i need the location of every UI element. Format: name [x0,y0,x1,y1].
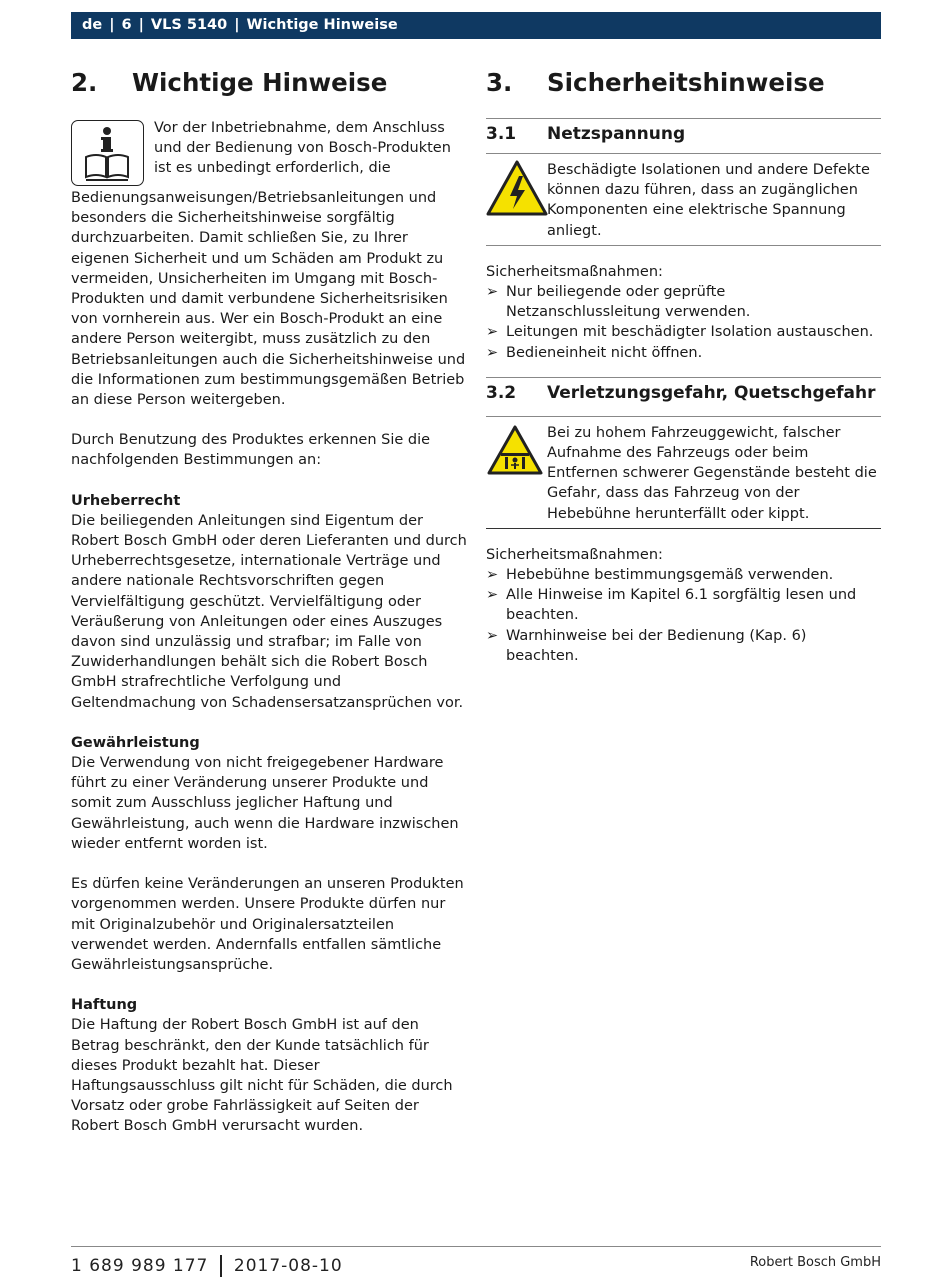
section-3-heading [486,66,881,100]
header-section: Wichtige Hinweise [246,17,398,33]
section-3-1-number: 3.1 [486,124,517,144]
arrow-bullet-icon: ➢ [486,344,499,361]
section-3-2-heading [486,378,881,408]
left-column [71,66,467,1137]
warranty-paragraph-2: Es dürfen keine Veränderungen an unseren Produkten vorgenommen werden. Unsere Produkte dürfen nur mit Originalzubehör und Originalersatzteilen verwendet werden. Andernfalls entfallen sämtliche Gewährleistungsansprüche. [71,876,464,973]
footer-doc-info [71,1255,343,1277]
arrow-bullet-icon: ➢ [486,627,499,644]
section-3-1-measures-list [486,282,881,363]
footer-divider [71,1246,881,1247]
list-item: ➢ Nur beiliegende oder geprüfte Netzanschlussleitung verwenden. [486,284,751,321]
section-3-number: 3. [486,68,513,97]
page-header-bar: de | 6 | VLS 5140 | Wichtige Hinweise [71,12,881,39]
arrow-bullet-icon: ➢ [486,324,499,341]
section-3-1-title: Netzspannung [547,124,686,144]
arrow-bullet-icon: ➢ [486,284,499,301]
section-3-2-number: 3.2 [486,382,517,403]
section-3-2-measures-list [486,565,881,666]
section-3-2-measures-label: Sicherheitsmaßnahmen: [486,546,663,563]
section-2-heading [71,66,467,100]
electric-hazard-icon [486,160,547,241]
footer-company: Robert Bosch GmbH [749,1255,881,1270]
liability-paragraph: Die Haftung der Robert Bosch GmbH ist auf den Betrag beschränkt, den der Kunde tatsächlich für dieses Produkt bezahlt hat. Dieser Haftungsausschluss gilt nicht für Schäden, die durch Vorsatz oder grobe Fahrlässigkeit auf Seiten der Robert Bosch GmbH verursacht wurden. [71,1017,453,1135]
usage-paragraph: Durch Benutzung des Produktes erkennen Sie die nachfolgenden Bestimmungen an: [71,432,431,469]
list-item: ➢ Leitungen mit beschädigter Isolation austauschen. [486,322,881,342]
list-item: ➢ Bedieneinheit nicht öffnen. [486,343,881,363]
list-item: ➢ Alle Hinweise im Kapitel 6.1 sorgfältig lesen und beachten. [486,587,857,624]
crush-warning-box [486,417,881,528]
header-language: de [82,17,103,33]
liability-heading: Haftung [71,997,138,1014]
section-3-1-measures-label: Sicherheitsmaßnahmen: [486,263,663,280]
electric-warning-text: Beschädigte Isolationen und andere Defekte können dazu führen, dass an zugänglichen Komponenten eine elektrische Spannung anliegt. [547,162,870,239]
copyright-paragraph: Die beiliegenden Anleitungen sind Eigentum der Robert Bosch GmbH oder deren Lieferanten und durch Urheberrechtsgesetze, internationale Verträge und andere nationale Rechtsvorschriften gegen Vervielfältigung geschützt. Vervielfältigung oder Veräußerung von Anleitungen oder eines Auszuges davon sind unzulässig und strafbar; im Falle von Zuwiderhandlungen behält sich die Robert Bosch GmbH strafrechtliche Verfolgung und Geltendmachung von Schadensersatzansprüchen vor. [71,512,467,711]
crush-hazard-icon [486,423,547,524]
footer-doc-number: 1 689 989 177 [71,1256,209,1276]
copyright-heading: Urheberrecht [71,492,181,509]
intro-paragraph: Vor der Inbetriebnahme, dem Anschluss und der Bedienung von Bosch-Produkten ist es unbedingt erforderlich, die Bedienungsanweisungen/Betriebsanleitungen und besonders die Sicherheitshinweise sorgfältig durchzuarbeiten. Damit schließen Sie, zu Ihrer eigenen Sicherheit und um Schäden am Produkt zu vermeiden, Unsicherheiten im Umgang mit Bosch-Produkten und damit verbundene Sicherheitsrisiken von vornherein aus. Wer ein Bosch-Produkt an eine andere Person weitergibt, muss zusätzlich zu den Betriebsanleitungen auch die Sicherheitshinweise und die Informationen zum bestimmungsgemäßen Betrieb an diese Person weitergeben. [71,120,466,409]
header-model: VLS 5140 [150,17,228,33]
section-3-title: Sicherheitshinweise [547,68,825,97]
list-item: ➢ Hebebühne bestimmungsgemäß verwenden. [486,565,881,585]
warranty-heading: Gewährleistung [71,734,200,751]
arrow-bullet-icon: ➢ [486,567,499,584]
header-page-number: 6 [121,17,132,33]
info-book-icon [71,120,144,186]
list-item: ➢ Warnhinweise bei der Bedienung (Kap. 6) beachten. [486,627,807,664]
section-3-1-heading [486,119,881,149]
footer-date: 2017-08-10 [233,1256,343,1276]
electric-warning-box [486,154,881,245]
arrow-bullet-icon: ➢ [486,587,499,604]
right-column [486,66,881,666]
section-2-title: Wichtige Hinweise [132,68,388,97]
section-2-number: 2. [71,68,98,97]
warranty-paragraph-1: Die Verwendung von nicht freigegebener Hardware führt zu einer Veränderung unserer Produkte und somit zum Ausschluss jeglicher Haftung und Gewährleistung, auch wenn die Hardware inzwischen wieder entfernt worden ist. [71,755,459,852]
section-3-2-title: Verletzungsgefahr, Quetschgefahr [547,382,876,403]
footer-separator [220,1255,222,1277]
crush-warning-text: Bei zu hohem Fahrzeuggewicht, falscher Aufnahme des Fahrzeugs oder beim Entfernen schwerer Gegenstände besteht die Gefahr, dass das Fahrzeug von der Hebebühne herunterfällt oder kippt. [547,424,877,522]
